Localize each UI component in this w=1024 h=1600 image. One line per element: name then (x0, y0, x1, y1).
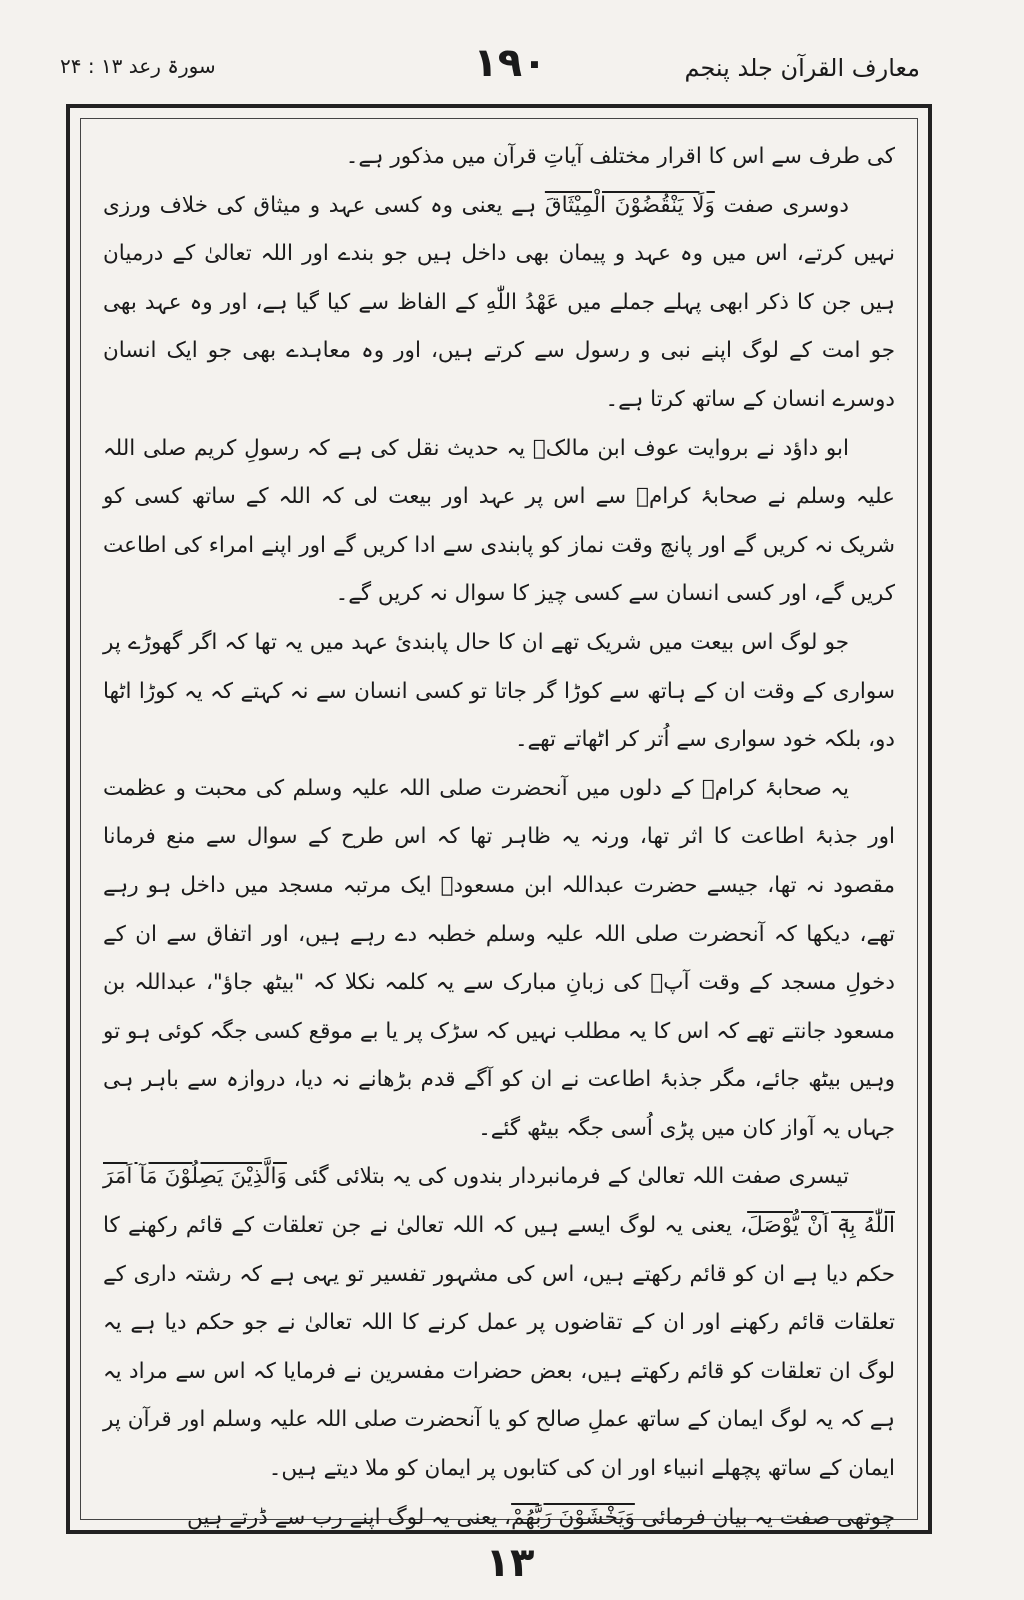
paragraph (103, 182, 895, 425)
book-title: معارف القرآن جلد پنجم (684, 54, 920, 82)
surah-reference: سورۃ رعد ۱۳ : ۲۴ (60, 54, 216, 78)
quran-quote: وَيَخْشَوْنَ رَبَّهُمْ (511, 1504, 635, 1530)
paragraph-text: جو لوگ اس بیعت میں شریک تھے ان کا حال پابندیٔ عہد میں یہ تھا کہ اگر گھوڑے پر سواری کے وقت ان کے ہاتھ سے کوڑا گر جاتا تو کسی انسان سے نہ کہتے کہ یہ کوڑا اٹھا دو، بلکہ خود سواری سے اُتر کر اٹھاتے تھے۔ (103, 629, 895, 753)
paragraph-text: ، یعنی یہ لوگ اپنے رب سے ڈرتے ہیں (186, 1504, 512, 1530)
paragraph (103, 425, 895, 619)
signature-mark: ۱۳ (485, 1540, 535, 1586)
paragraph-text: ابو داؤد نے بروایت عوف ابن مالکؓ یہ حدیث نقل کی ہے کہ رسولِ کریم صلی اللہ علیہ وسلم نے صحابۂ کرامؓ سے اس پر عہد اور بیعت لی کہ اللہ کے ساتھ کسی کو شریک نہ کریں گے اور پانچ وقت نماز کو پابندی سے ادا کریں گے اور اپنے امراء کی اطاعت کریں گے، اور کسی انسان سے کسی چیز کا سوال نہ کریں گے۔ (103, 435, 895, 607)
body-text (103, 133, 895, 1530)
paragraph-text: دوسری صفت (714, 192, 849, 218)
paragraph (103, 765, 895, 1154)
text-frame (66, 104, 932, 1534)
page-header (60, 40, 920, 100)
text-frame-inner (80, 118, 918, 1530)
paragraph-text: ہے یعنی وہ کسی عہد و میثاق کی خلاف ورزی نہیں کرتے، اس میں وہ عہد و پیمان بھی داخل ہیں جو بندے اور اللہ تعالیٰ کے درمیان ہیں جن کا ذکر ابھی پہلے جملے میں عَهْدُ اللّٰهِ کے الفاظ سے کیا گیا ہے، اور وہ عہد بھی جو امت کے لوگ اپنے نبی و رسول سے کرتے ہیں، اور وہ معاہدے بھی جو ایک انسان دوسرے انسان کے ساتھ کرتا ہے۔ (103, 192, 895, 412)
paragraph (103, 133, 895, 182)
quran-quote: وَالَّذِيْنَ يَصِلُوْنَ مَآ اَمَرَ اللّٰهُ بِهٖٓ اَنْ يُّوْصَلَ (103, 1164, 895, 1239)
paragraph (103, 1153, 895, 1493)
page-number: ۱۹۰ (473, 40, 547, 86)
paragraph (103, 1494, 895, 1543)
paragraph-text: چوتھی صفت یہ بیان فرمائی (634, 1504, 895, 1530)
paragraph-text: یہ صحابۂ کرامؓ کے دلوں میں آنحضرت صلی اللہ علیہ وسلم کی محبت و عظمت اور جذبۂ اطاعت کا اثر تھا، ورنہ یہ ظاہر تھا کہ اس طرح کے سوال سے منع فرمانا مقصود نہ تھا، جیسے حضرت عبداللہ ابن مسعودؓ ایک مرتبہ مسجد میں داخل ہو رہے تھے، دیکھا کہ آنحضرت صلی اللہ علیہ وسلم خطبہ دے رہے ہیں، اور اتفاق سے ان کے دخولِ مسجد کے وقت آپؐ کی زبانِ مبارک سے یہ کلمہ نکلا کہ "بیٹھ جاؤ"، عبداللہ بن مسعود جانتے تھے کہ اس کا یہ مطلب نہیں کہ سڑک پر یا بے موقع کسی جگہ کوئی ہو تو وہیں بیٹھ جائے، مگر جذبۂ اطاعت نے ان کو آگے قدم بڑھانے نہ دیا، دروازہ سے باہر ہی جہاں یہ آواز کان میں پڑی اُسی جگہ بیٹھ گئے۔ (103, 775, 895, 1141)
paragraph-text: تیسری صفت اللہ تعالیٰ کے فرمانبردار بندوں کی یہ بتلائی گئی (286, 1164, 850, 1190)
quran-quote: وَلَا يَنْقُضُوْنَ الْمِيْثَاقَ (544, 192, 715, 218)
paragraph-text: کی طرف سے اس کا اقرار مختلف آیاتِ قرآن میں مذکور ہے۔ (345, 144, 895, 169)
paragraph-text: ، یعنی یہ لوگ ایسے ہیں کہ اللہ تعالیٰ نے جن تعلقات کے قائم رکھنے کا حکم دیا ہے ان کو قائم رکھتے ہیں، اس کی مشہور تفسیر تو یہی ہے کہ رشتہ داری کے تعلقات قائم رکھنے اور ان کے تقاضوں پر عمل کرنے کا اللہ تعالیٰ نے جو حکم دیا ہے یہ لوگ ان تعلقات کو قائم رکھتے ہیں، بعض حضرات مفسرین نے فرمایا کہ اس سے مراد یہ ہے کہ یہ لوگ ایمان کے ساتھ عملِ صالح کو یا آنحضرت صلی اللہ علیہ وسلم اور قرآن پر ایمان کے ساتھ پچھلے انبیاء اور ان کی کتابوں پر ایمان کو ملا دیتے ہیں۔ (103, 1213, 895, 1482)
paragraph (103, 619, 895, 765)
